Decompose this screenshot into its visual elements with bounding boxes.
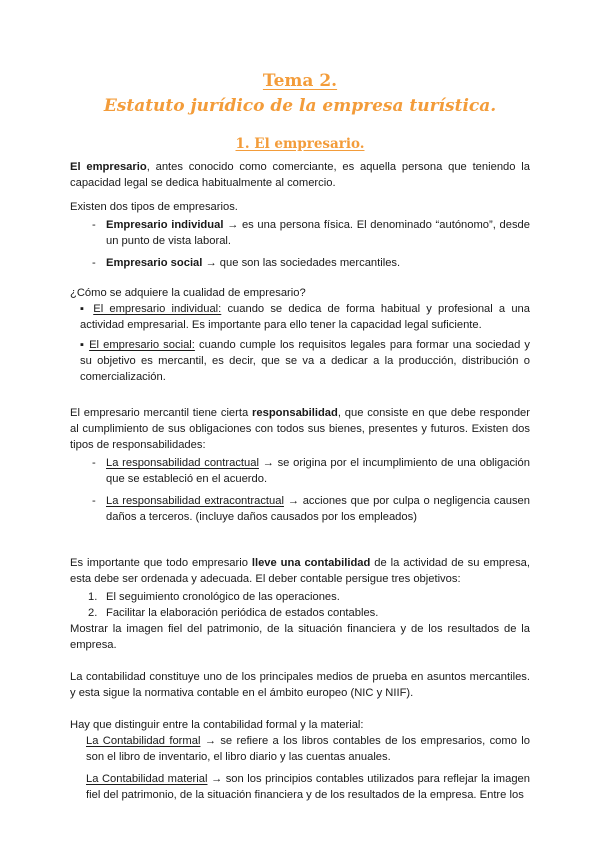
responsibility-paragraph: El empresario mercantil tiene cierta responsabilidad, que consiste en que debe responder al cumplimiento de sus obligaciones con todos sus bienes, presentes y futuros. Existen dos tipos de responsabilidades: [70,407,530,451]
document-subtitle: Estatuto jurídico de la empresa turística. [103,96,497,116]
square-bullet-icon: ▪ [80,303,88,315]
types-intro: Existen dos tipos de empresarios. [70,201,238,213]
list-item: ▪ El empresario social: cuando cumple los requisitos legales para formar una sociedad y su objetivo es mercantil, es decir, que se va a dedicar a la producción, distribución o comercialización. [80,339,531,383]
list-item: ▪ El empresario individual: cuando se dedica de forma habitual y profesional a una actividad empresarial. Es importante para ello tener la capacidad legal suficiente. [80,303,531,331]
accounting-paragraph: Es importante que todo empresario lleve una contabilidad de la actividad de su empresa, esta debe ser ordenada y adecuada. El deber contable persigue tres objetivos: [70,557,530,585]
distinguish-paragraph: Hay que distinguir entre la contabilidad formal y la material: [70,719,364,731]
list-item: - La responsabilidad contractual → se origina por el incumplimiento de una obligación que se estableció en el acuerdo. [92,457,530,485]
proof-paragraph: La contabilidad constituye uno de los principales medios de prueba en asuntos mercantiles. y esta sigue la normativa contable en el ámbito europeo (NIC y NIIF). [70,671,530,699]
list-item: 2. Facilitar la elaboración periódica de estados contables. [88,607,379,619]
list-item: - Empresario social → que son las sociedades mercantiles. [92,257,401,269]
section-heading-empresario: 1. El empresario. [235,136,365,152]
objective-three: Mostrar la imagen fiel del patrimonio, de la situación financiera y de los resultados de la empresa. [70,623,530,651]
document-title: Tema 2. [262,71,338,91]
list-item: 1. El seguimiento cronológico de las operaciones. [88,591,340,603]
objectives-list [70,589,530,621]
material-accounting-item: La Contabilidad material → son los principios contables utilizados para reflejar la imagen fiel del patrimonio, de la situación financiera y de los resultados de la empresa. Entre los [86,773,530,801]
formal-accounting-item: La Contabilidad formal → se refiere a los libros contables de los empresarios, como lo son el libro de inventario, el libro diario y las cuentas anuales. [86,735,530,763]
intro-paragraph: El empresario, antes conocido como comerciante, es aquella persona que teniendo la capacidad legal se dedica habitualmente al comercio. [70,161,531,189]
list-item: - Empresario individual → es una persona física. El denominado “autónomo”, desde un punto de vista laboral. [92,219,530,247]
responsibility-list [70,455,530,525]
list-item: - La responsabilidad extracontractual → acciones que por culpa o negligencia causen daños a terceros. (incluye daños causados por los empleados) [92,495,530,523]
square-bullet-icon: ▪ [80,339,85,351]
acquisition-question: ¿Cómo se adquiere la cualidad de empresario? [70,287,306,299]
types-list [70,217,530,271]
document-page [70,70,530,809]
